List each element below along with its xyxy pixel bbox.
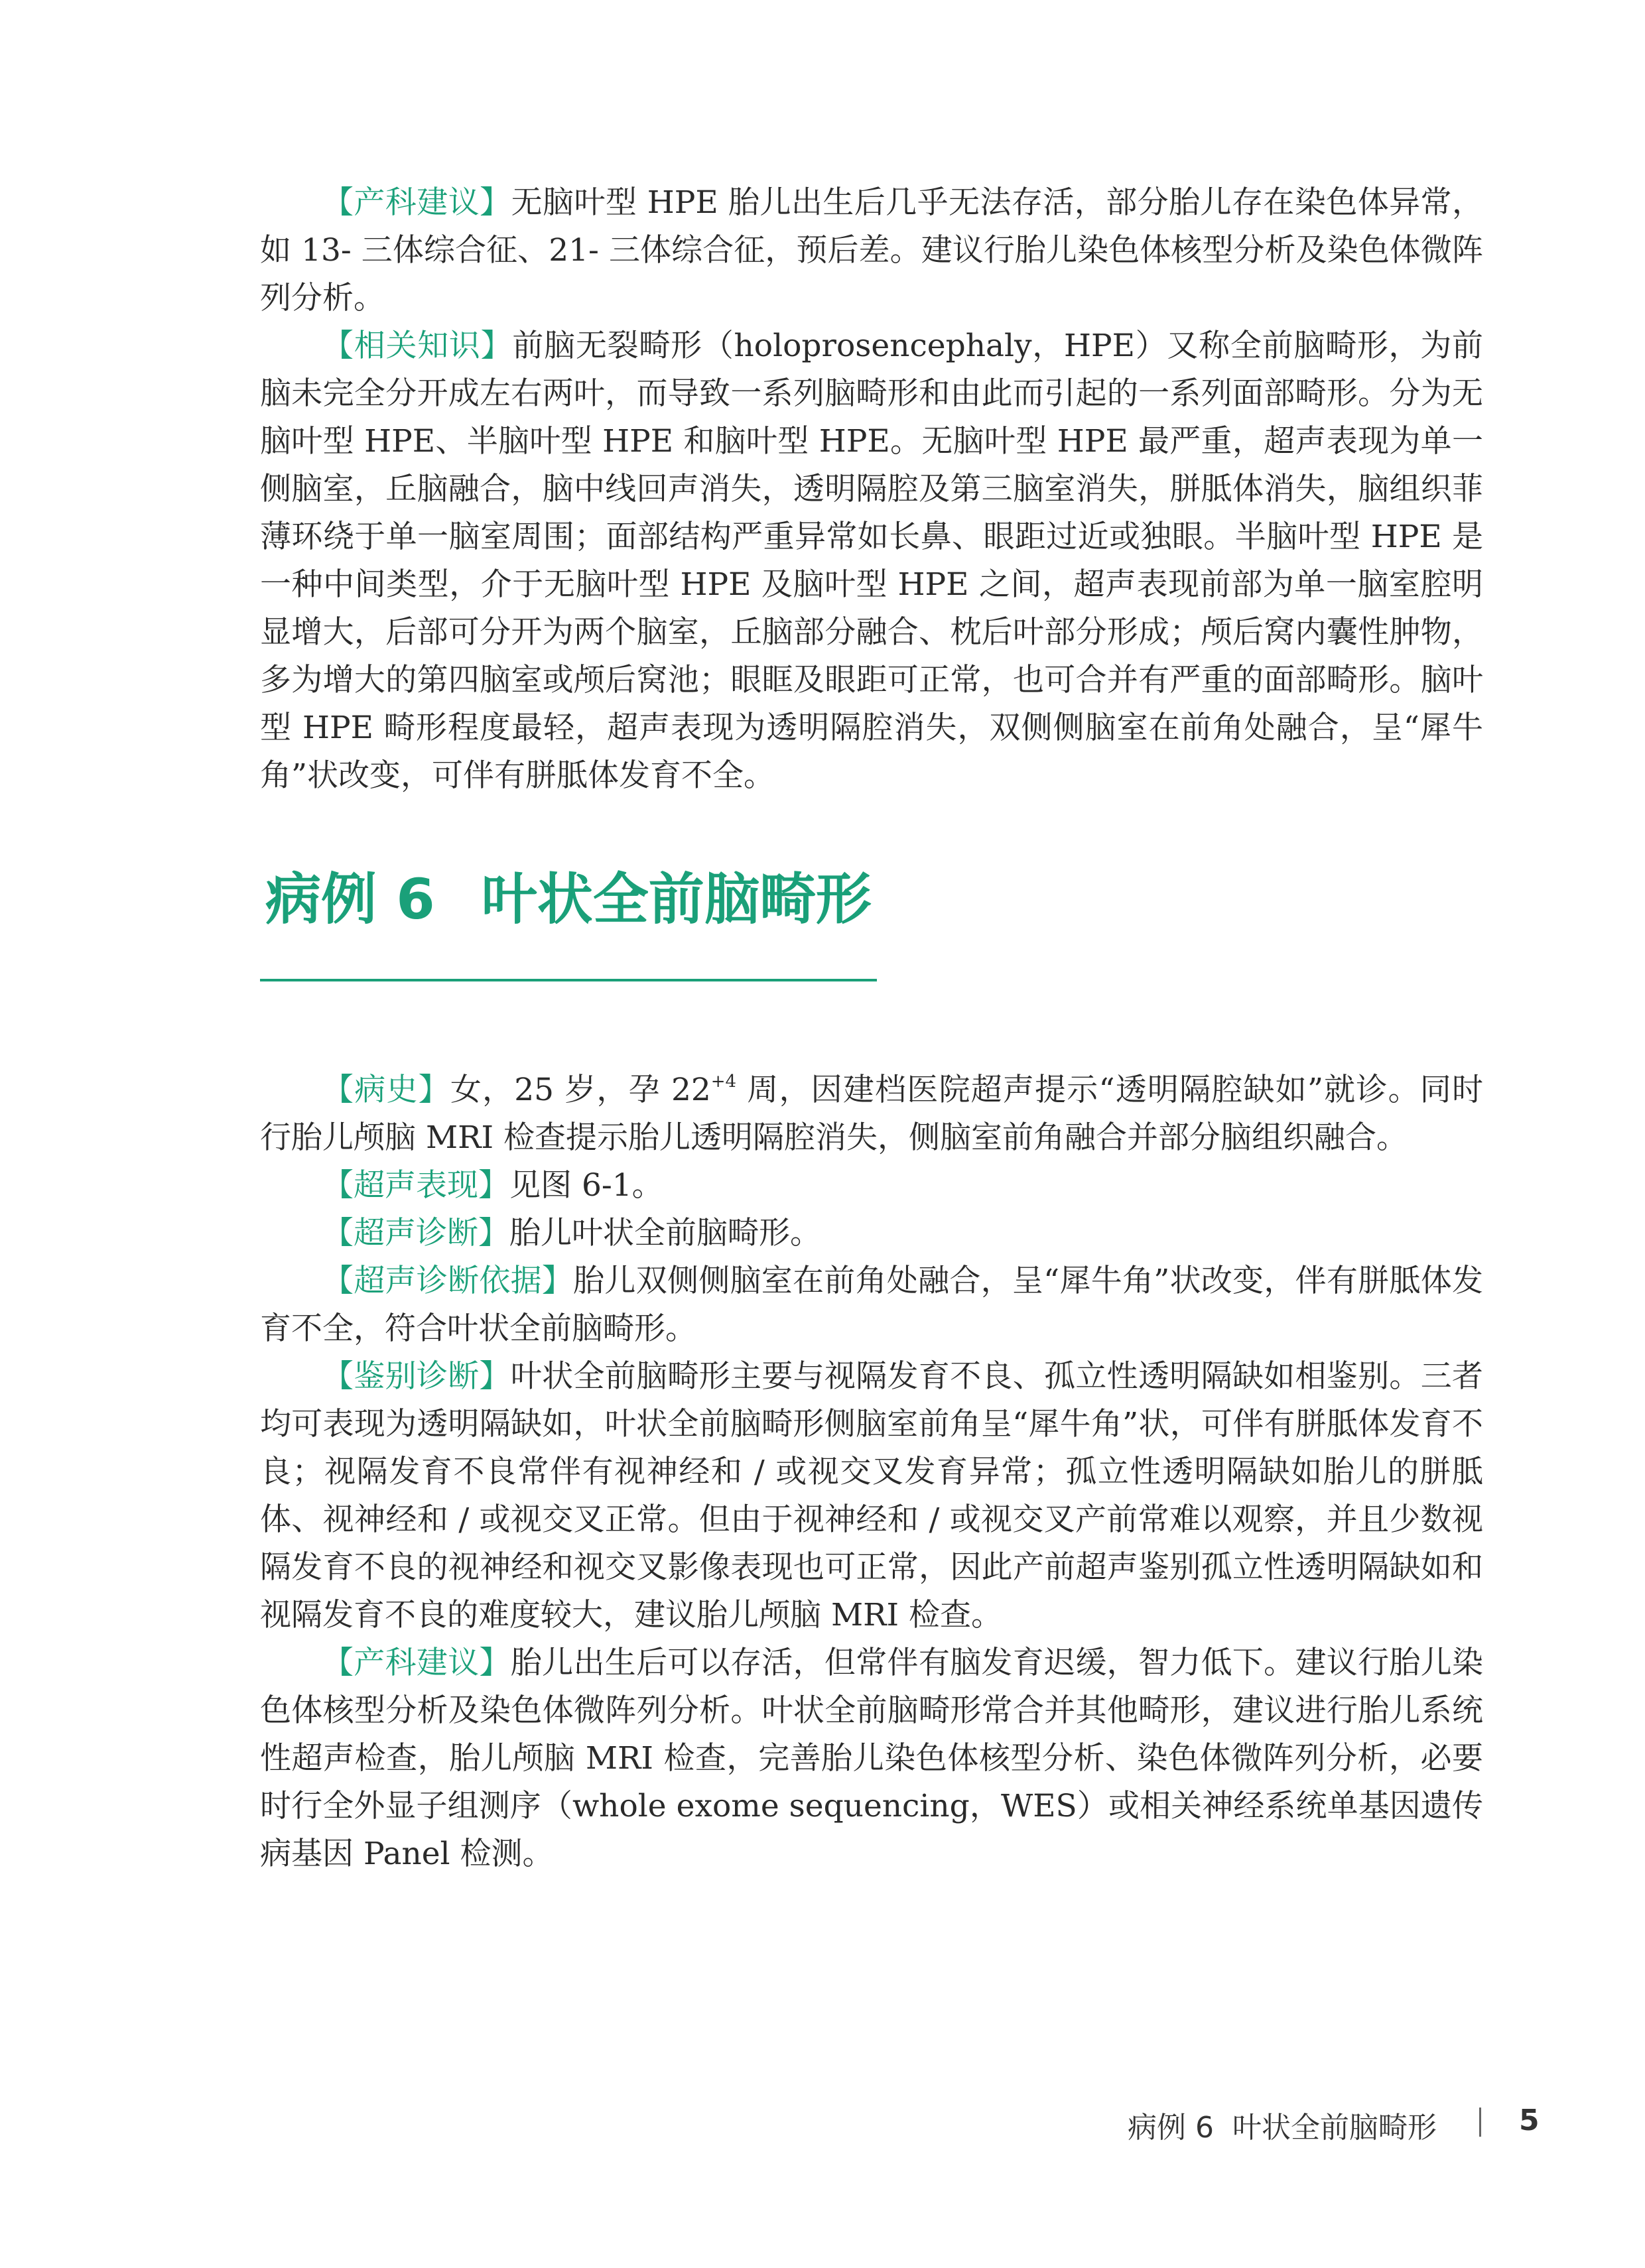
paragraph-obstetric-advice-hpe (260, 179, 1483, 322)
section-number: 病例 6 (265, 867, 435, 932)
footer-section-name: 叶状全前脑畸形 (1232, 2111, 1437, 2145)
paragraph-history (260, 1066, 1483, 1162)
us-findings-tag: 【超声表现】 (322, 1167, 509, 1204)
page-number: 5 (1519, 2104, 1540, 2137)
us-diagnosis-tag: 【超声诊断】 (322, 1215, 509, 1251)
related-knowledge-tag: 【相关知识】 (322, 328, 513, 364)
gestation-superscript: +4 (710, 1072, 737, 1092)
obstetric-advice-tag-case: 【产科建议】 (322, 1645, 511, 1681)
us-basis-text: 胎儿双侧侧脑室在前角处融合，呈“犀牛角”状改变，伴有胼胝体发育不全，符合叶状全前脑畸形。 (260, 1263, 1483, 1347)
us-diagnosis-text: 胎儿叶状全前脑畸形。 (509, 1215, 821, 1251)
history-text-after: 周，因建档医院超声提示“透明隔腔缺如”就诊。同时行胎儿颅脑 MRI 检查提示胎儿透明隔腔消失，侧脑室前角融合并部分脑组织融合。 (260, 1072, 1484, 1156)
paragraph-us-findings (260, 1162, 1483, 1210)
paragraph-us-basis (260, 1257, 1483, 1353)
footer-section-title (1128, 2111, 1437, 2145)
footer-divider (1479, 2108, 1481, 2137)
us-findings-text: 见图 6-1。 (509, 1167, 663, 1204)
case-block (260, 1066, 1483, 1878)
obstetric-advice-text: 无脑叶型 HPE 胎儿出生后几乎无法存活，部分胎儿存在染色体异常，如 13- 三体综合征、21- 三体综合征，预后差。建议行胎儿染色体核型分析及染色体微阵列分析。 (260, 184, 1483, 316)
differential-text: 叶状全前脑畸形主要与视隔发育不良、孤立性透明隔缺如相鉴别。三者均可表现为透明隔缺如，叶状全前脑畸形侧脑室前角呈“犀牛角”状，可伴有胼胝体发育不良；视隔发育不良常伴有视神经和 / 或视交叉发育异常；孤立性透明隔缺如胎儿的胼胝体、视神经和 / 或视交叉正常。但由于视神经和 / 或视交叉产前常难以观察，并且少数视隔发育不良的视神经和视交叉影像表现也可正常，因此产前超声鉴别孤立性透明隔缺如和视隔发育不良的难度较大，建议胎儿颅脑 MRI 检查。 (260, 1358, 1484, 1633)
us-basis-tag: 【超声诊断依据】 (322, 1263, 574, 1299)
page-footer (1128, 2104, 1552, 2146)
paragraph-related-knowledge (260, 322, 1483, 800)
top-section (260, 179, 1483, 800)
history-tag: 【病史】 (322, 1072, 450, 1108)
paragraph-differential (260, 1353, 1483, 1639)
history-text-before: 女，25 岁，孕 22 (450, 1072, 711, 1108)
obstetric-advice-tag: 【产科建议】 (322, 184, 511, 221)
obstetric-advice-text-case: 胎儿出生后可以存活，但常伴有脑发育迟缓，智力低下。建议行胎儿染色体核型分析及染色体微阵列分析。叶状全前脑畸形常合并其他畸形，建议进行胎儿系统性超声检查，胎儿颅脑 MRI 检查，完善胎儿染色体核型分析、染色体微阵列分析，必要时行全外显子组测序（whole exome sequencing，WES）或相关神经系统单基因遗传病基因 Panel 检测。 (260, 1645, 1484, 1872)
title-underline (260, 979, 877, 981)
paragraph-obstetric-advice (260, 1639, 1483, 1878)
section-title (260, 866, 872, 932)
section-name: 叶状全前脑畸形 (481, 867, 872, 932)
differential-tag: 【鉴别诊断】 (322, 1358, 511, 1395)
related-knowledge-text: 前脑无裂畸形（holoprosencephaly，HPE）又称全前脑畸形，为前脑未完全分开成左右两叶，而导致一系列脑畸形和由此而引起的一系列面部畸形。分为无脑叶型 HPE、半脑叶型 HPE 和脑叶型 HPE。无脑叶型 HPE 最严重，超声表现为单一侧脑室，丘脑融合，脑中线回声消失，透明隔腔及第三脑室消失，胼胝体消失，脑组织菲薄环绕于单一脑室周围；面部结构严重异常如长鼻、眼距过近或独眼。半脑叶型 HPE 是一种中间类型，介于无脑叶型 HPE 及脑叶型 HPE 之间，超声表现前部为单一脑室腔明显增大，后部可分开为两个脑室，丘脑部分融合、枕后叶部分形成；颅后窝内囊性肿物，多为增大的第四脑室或颅后窝池；眼眶及眼距可正常，也可合并有严重的面部畸形。脑叶型 HPE 畸形程度最轻，超声表现为透明隔腔消失，双侧侧脑室在前角处融合，呈“犀牛角”状改变，可伴有胼胝体发育不全。 (260, 328, 1484, 794)
footer-section-number: 病例 6 (1128, 2111, 1214, 2145)
paragraph-us-diagnosis (260, 1210, 1483, 1257)
